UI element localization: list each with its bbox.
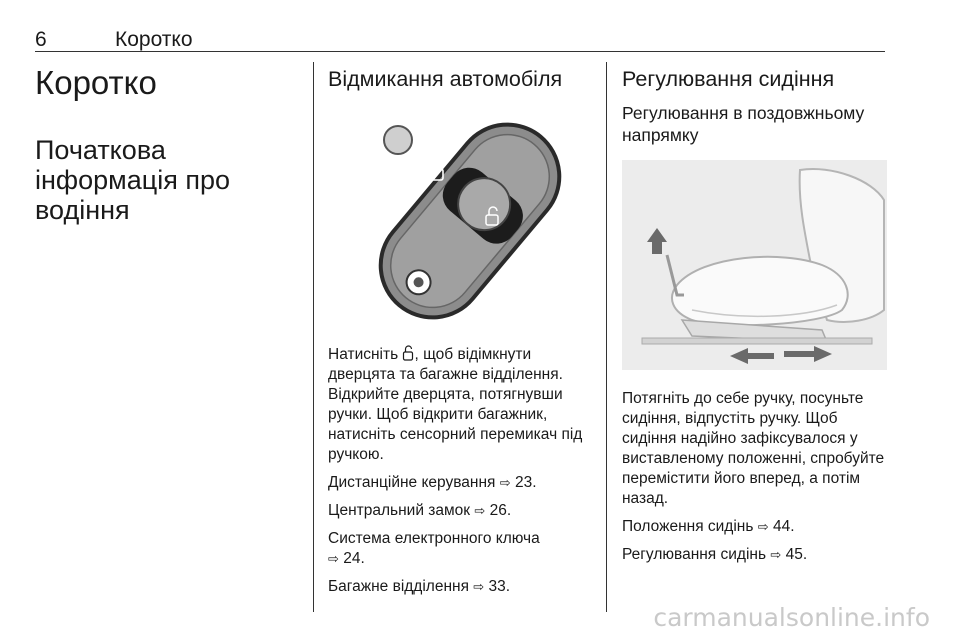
ref-arrow-icon: ⇨: [770, 547, 782, 562]
ref-arrow-icon: ⇨: [757, 519, 769, 534]
watermark: carmanualsonline.info: [653, 603, 930, 632]
column-divider-2: [606, 62, 607, 612]
ref-arrow-icon: ⇨: [499, 475, 511, 490]
ref-seat-position[interactable]: Положення сидінь ⇨ 44.: [622, 518, 795, 535]
ref-arrow-icon: ⇨: [328, 551, 339, 566]
seat-instructions: Потягніть до себе ручку, посуньте сидіння, відпустіть ручку. Щоб сидіння надійно зафіксувалося у виставленому положенні, спробуйте перемістити його вперед, а потім назад.: [622, 390, 885, 507]
section-title-unlocking: Відмикання автомобіля: [328, 67, 563, 91]
seat-adjustment-illustration: [622, 160, 887, 370]
ref-arrow-icon: ⇨: [474, 503, 486, 518]
column-seat-adjustment: [622, 66, 887, 565]
unlock-icon: [402, 345, 414, 361]
page-header: [35, 28, 885, 52]
unlock-instructions-start: Натисніть: [328, 346, 403, 363]
ref-luggage-compartment[interactable]: Багажне відділення ⇨ 33.: [328, 578, 511, 595]
chapter-title: Коротко: [35, 64, 157, 101]
subsection-title-longitudinal: Регулювання в поздовжньому напрямку: [622, 103, 865, 145]
column-unlocking: [328, 66, 593, 597]
section-title-seat: Регулювання сидіння: [622, 67, 835, 91]
ref-central-lock[interactable]: Центральний замок ⇨ 26.: [328, 502, 512, 519]
ref-seat-adjustment[interactable]: Регулювання сидінь ⇨ 45.: [622, 546, 808, 563]
unlock-instructions: [328, 345, 593, 465]
key-fob-illustration: [328, 116, 593, 326]
ref-remote-control[interactable]: Дистанційне керування ⇨ 23.: [328, 474, 537, 491]
unlock-instructions-end: , щоб відімкнути дверцята та багажне відділення. Відкрийте дверцята, потягнувши ручки. Щоб відкрити багажник, натисніть сенсорний перемикач під ручкою.: [328, 346, 583, 463]
running-title: Коротко: [115, 28, 193, 51]
ref-arrow-icon: ⇨: [473, 579, 485, 594]
page-number: 6: [35, 28, 47, 51]
section-subtitle: Початкова інформація про водіння: [35, 135, 230, 225]
header-rule: [35, 51, 885, 52]
ref-electronic-key[interactable]: Система електронного ключа ⇨ 24.: [328, 530, 540, 567]
column-divider-1: [313, 62, 314, 612]
